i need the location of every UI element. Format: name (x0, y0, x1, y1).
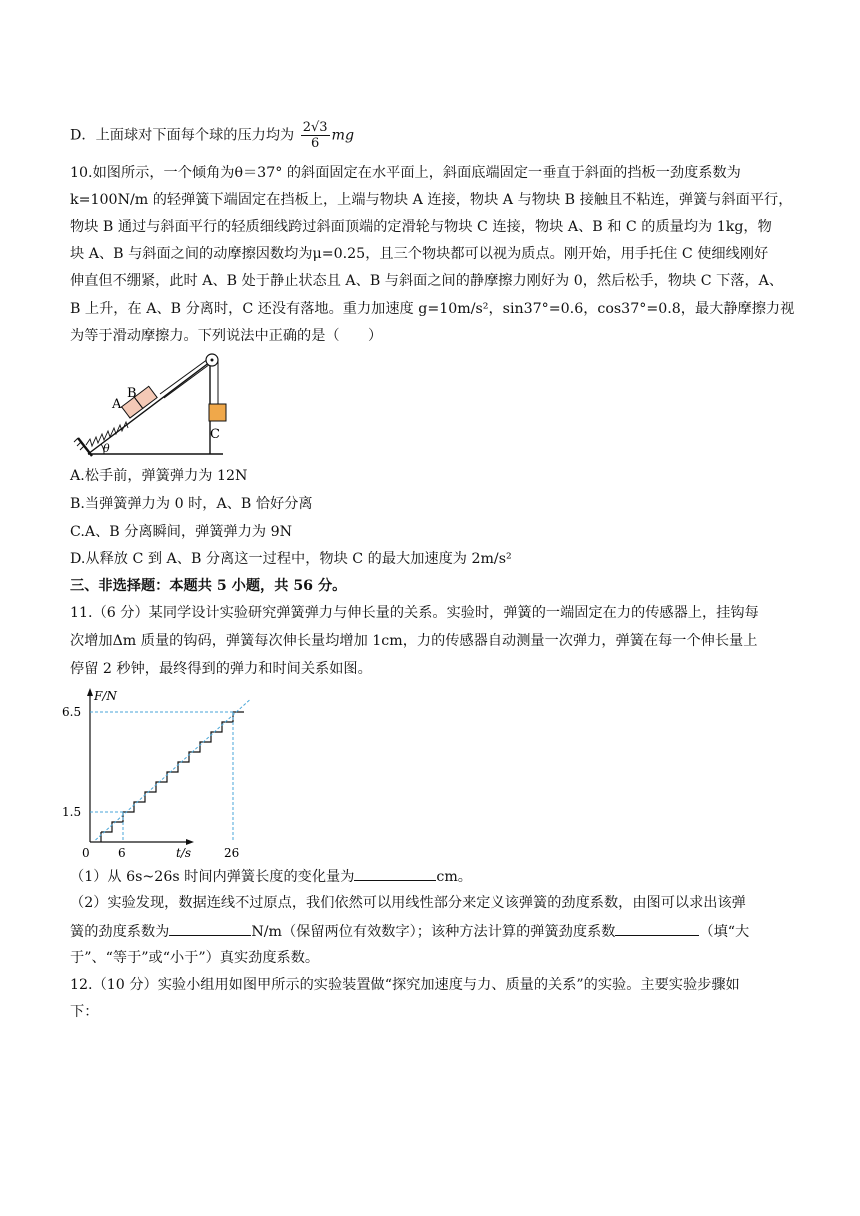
q10-option-d[interactable]: D.从释放 C 到 A、B 分离这一过程中，物块 C 的最大加速度为 2m/s² (70, 551, 512, 567)
y-tick-label-1: 6.5 (62, 705, 82, 719)
q10-line-7: 为等于滑动摩擦力。下列说法中正确的是（ ） (70, 328, 383, 344)
q11-line-1: 11.（6 分）某同学设计实验研究弹簧弹力与伸长量的关系。实验时，弹簧的一端固定在力的传感器上，挂钩每 (70, 605, 759, 621)
q9-option-d-unit: mg (331, 127, 355, 144)
fraction-numerator: 2√3 (302, 120, 328, 135)
fraction-denominator: 6 (310, 136, 320, 151)
label-b: B (127, 386, 137, 401)
q10-option-b[interactable]: B.当弹簧弹力为 0 时，A、B 恰好分离 (70, 496, 313, 512)
q9-option-d[interactable] (70, 120, 354, 151)
y-axis-label: F/N (94, 689, 117, 703)
q10-line-1: 10.如图所示，一个倾角为θ＝37° 的斜面固定在水平面上，斜面底端固定一垂直于斜面的挡板一劲度系数为 (70, 165, 741, 181)
q10-line-5: 伸直但不绷紧，此时 A、B 处于静止状态且 A、B 与斜面之间的静摩擦力刚好为 0，然后松手，物块 C 下落，A、 (70, 273, 784, 289)
answer-blank-2[interactable] (169, 921, 251, 936)
barrier (78, 438, 92, 456)
q11-line-2: 次增加Δm 质量的钩码，弹簧每次伸长量均增加 1cm，力的传感器自动测量一次弹力，弹簧在每一个伸长量上 (70, 633, 758, 649)
q10-option-a[interactable]: A.松手前，弹簧弹力为 12N (70, 468, 248, 484)
q11-line-3: 停留 2 秒钟，最终得到的弹力和时间关系如图。 (70, 661, 372, 677)
q11-sub2-text-a: 簧的劲度系数为 (70, 924, 170, 940)
q10-option-c[interactable]: C.A、B 分离瞬间，弹簧弹力为 9N (70, 524, 293, 540)
q11-sub2-line-2 (70, 921, 749, 942)
answer-blank-3[interactable] (615, 921, 699, 936)
incline-figure (68, 350, 238, 462)
block-c (209, 404, 226, 421)
incline-slope (88, 362, 210, 454)
x-axis-label: t/s (176, 846, 192, 860)
y-tick-label-0: 1.5 (62, 805, 82, 819)
q11-sub1 (70, 866, 472, 887)
label-c: C (210, 427, 220, 442)
step-series-line (101, 712, 244, 832)
q12-line-1: 12.（10 分）实验小组用如图甲所示的实验装置做“探究加速度与力、质量的关系”的实验。主要实验步骤如 (70, 977, 740, 993)
answer-blank-1[interactable] (354, 866, 436, 881)
force-time-chart (62, 684, 240, 860)
q12-line-2: 下： (70, 1004, 99, 1020)
x-tick-label-1: 6 (118, 846, 126, 860)
q9-option-d-text: D．上面球对下面每个球的压力均为 (70, 127, 295, 144)
y-axis-arrow-icon (87, 688, 93, 696)
rope (160, 359, 208, 394)
x-tick-label-0: 0 (82, 846, 90, 860)
section-heading: 三、非选择题：本题共 5 小题，共 56 分。 (70, 578, 347, 594)
label-a: A (112, 397, 122, 412)
label-theta: θ (103, 442, 110, 455)
q11-sub1-unit: cm。 (436, 869, 472, 885)
q10-line-3: 物块 B 通过与斜面平行的轻质细线跨过斜面顶端的定滑轮与物块 C 连接，物块 A、B 和 C 的质量均为 1kg，物 (70, 219, 772, 235)
fraction (301, 120, 330, 151)
q11-sub2-line-3: 于”、“等于”或“小于”）真实劲度系数。 (70, 950, 320, 966)
q10-line-2: k=100N/m 的轻弹簧下端固定在挡板上，上端与物块 A 连接，物块 A 与物块 B 接触且不粘连，弹簧与斜面平行， (70, 192, 793, 208)
q10-line-4: 块 A、B 与斜面之间的动摩擦因数均为μ=0.25，且三个物块都可以视为质点。刚开始，用手托住 C 使细线刚好 (70, 246, 769, 262)
q11-sub2-text-c: （填“大 (699, 924, 750, 940)
fit-line (96, 700, 250, 840)
q11-sub2-text-b: N/m（保留两位有效数字）；该种方法计算的弹簧劲度系数 (251, 924, 616, 940)
q11-sub2-line-1: （2）实验发现，数据连线不过原点，我们依然可以用线性部分来定义该弹簧的劲度系数，由图可以求出该弹 (70, 895, 746, 911)
x-tick-label-2: 26 (224, 846, 240, 860)
q10-line-6: B 上升，在 A、B 分离时，C 还没有落地。重力加速度 g=10m/s²，sin37°=0.6，cos37°=0.8，最大静摩擦力视 (70, 301, 795, 317)
q11-sub1-text: （1）从 6s~26s 时间内弹簧长度的变化量为 (70, 869, 355, 885)
x-axis-arrow-icon (186, 839, 194, 845)
